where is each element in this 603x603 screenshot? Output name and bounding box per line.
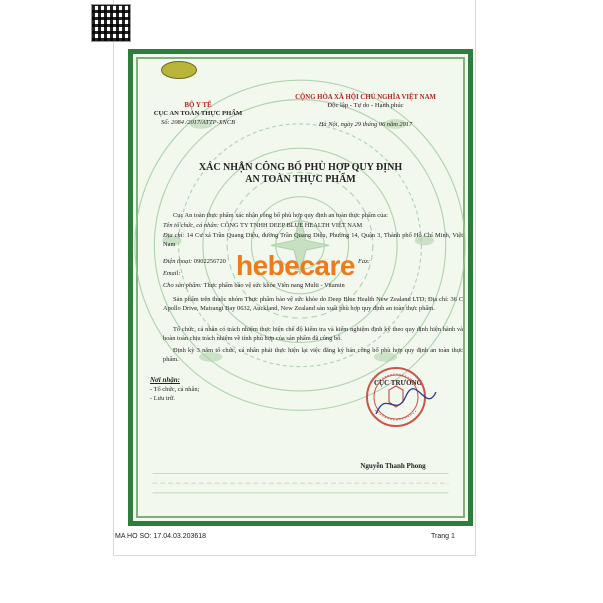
motto: Độc lập - Tự do - Hạnh phúc bbox=[327, 102, 404, 109]
certificate bbox=[128, 49, 473, 526]
phone-value: 0902256720 bbox=[193, 258, 226, 265]
document-number: Số: 2084 /2017/ATTP-XNCB bbox=[161, 119, 235, 126]
ministry-name: BỘ Y TẾ bbox=[184, 101, 212, 109]
recipient-item: - Lưu trữ. bbox=[150, 395, 175, 402]
product-value: Thực phẩm bảo vệ sức khỏe Viên nang Multi - Vitamin bbox=[203, 282, 345, 289]
address-label: Địa chỉ: bbox=[163, 232, 185, 239]
page-number: Trang 1 bbox=[431, 533, 455, 540]
address-line bbox=[163, 232, 463, 249]
organization-line bbox=[163, 222, 463, 231]
signature-scribble bbox=[371, 384, 441, 424]
fax-label: Fax: bbox=[358, 258, 371, 265]
paragraph-renewal: Định kỳ 3 năm tổ chức, cá nhân phải thực hiện lại việc đăng ký bản công bố phù hợp quy định an toàn thực phẩm. bbox=[163, 347, 463, 363]
email-label: Email: bbox=[163, 270, 181, 277]
organization-value: CÔNG TY TNHH DEEP BLUE HEALTH VIỆT NAM bbox=[220, 222, 363, 229]
ministry-logo bbox=[161, 61, 197, 79]
paragraph-manufacturer: Sản phẩm trên thuộc nhóm Thực phẩm bảo vệ sức khỏe do Deep Blue Health New Zealand LTD; Địa chỉ: 36 C Apollo Drive, Mairangi Bay 0632, Auckland, New Zealand sản xuất phù hợp quy định an toàn thực phẩm. bbox=[163, 296, 463, 312]
phone-label: Điện thoại: bbox=[163, 258, 193, 265]
hebecare-watermark: hebecare bbox=[236, 250, 355, 281]
address-value: 14 Cư xá Trần Quang Diệu, đường Trần Quang Diệu, Phường 14, Quận 3, Thành phố Hồ Chí Minh, Việt Nam bbox=[163, 232, 463, 248]
paragraph-responsibility: Tổ chức, cá nhân có trách nhiệm thực hiện chế độ kiểm tra và kiểm nghiệm định kỳ theo quy định hiện hành và hoàn toàn chịu trách nhiệm về tính phù hợp của sản phẩm đã công bố. bbox=[163, 326, 463, 342]
product-label: Cho sản phẩm: bbox=[163, 282, 203, 289]
organization-label: Tên tổ chức, cá nhân: bbox=[163, 222, 219, 229]
product-line bbox=[163, 282, 463, 291]
nation-name: CỘNG HÒA XÃ HỘI CHỦ NGHĨA VIỆT NAM bbox=[295, 94, 436, 101]
signer-name: Nguyễn Thanh Phong bbox=[360, 462, 426, 470]
certificate-title-line1: XÁC NHẬN CÔNG BỐ PHÙ HỢP QUY ĐỊNH bbox=[198, 162, 403, 173]
certificate-title-line2: AN TOÀN THỰC PHẨM bbox=[245, 174, 356, 185]
department-name: CỤC AN TOÀN THỰC PHẨM bbox=[153, 110, 243, 117]
signer-role: CỤC TRƯỞNG bbox=[373, 379, 423, 387]
intro-text: Cục An toàn thực phẩm xác nhận công bố phù hợp quy định an toàn thực phẩm của: bbox=[173, 212, 388, 219]
issue-date: Hà Nội, ngày 29 tháng 06 năm 2017 bbox=[318, 121, 413, 128]
recipients-label: Nơi nhận: bbox=[150, 376, 181, 384]
record-number: MA HO SO: 17.04.03.203618 bbox=[115, 533, 207, 540]
recipient-item: - Tổ chức, cá nhân; bbox=[150, 386, 200, 393]
qr-code bbox=[91, 4, 131, 42]
